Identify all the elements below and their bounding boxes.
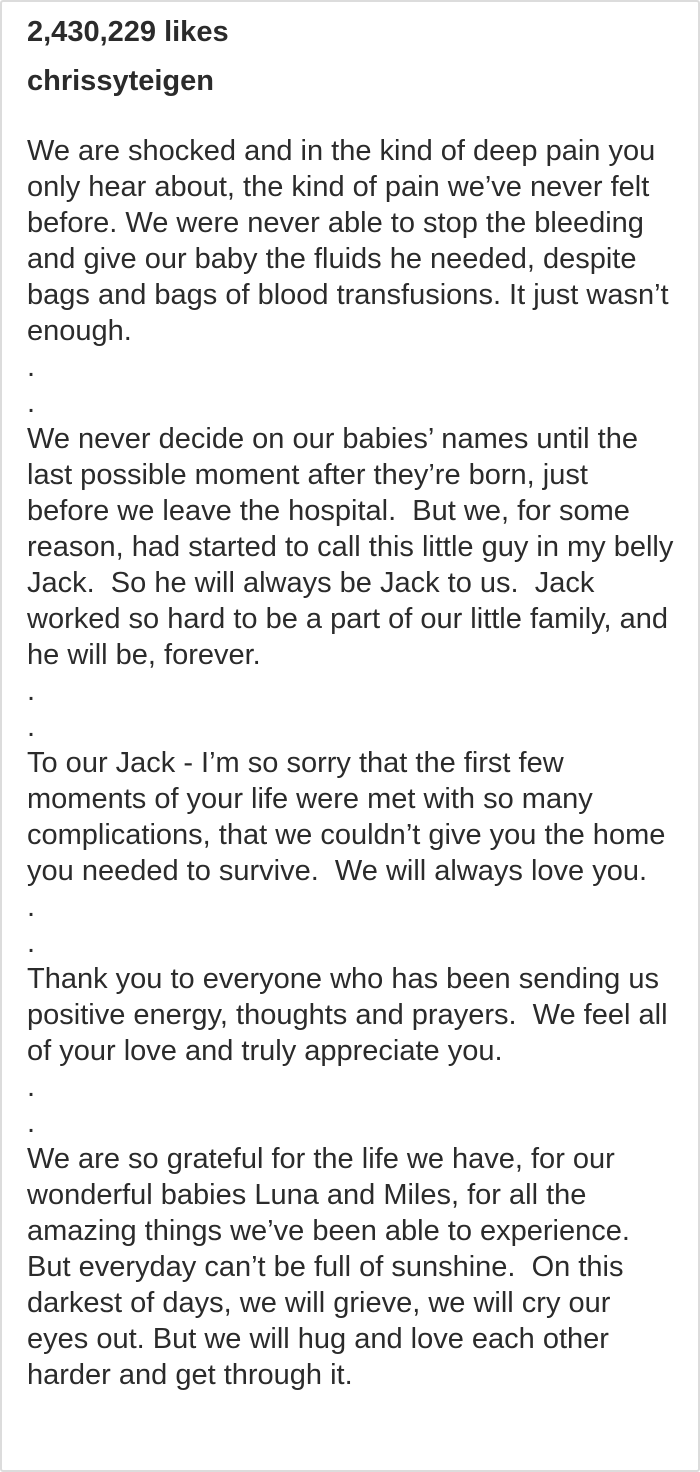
caption-separator-dot: .	[27, 1071, 36, 1103]
username-link[interactable]: chrissyteigen	[27, 65, 214, 97]
caption-paragraph: We are shocked and in the kind of deep pain you only hear about, the kind of pain we’ve never felt before. We were never able to stop the bleeding and give our baby the fluids he needed, despite bags and bags of blood transfusions. It just wasn’t enough.	[27, 135, 677, 347]
caption-paragraph: Thank you to everyone who has been sending us positive energy, thoughts and prayers. We feel all of your love and truly appreciate you.	[27, 963, 676, 1067]
caption-separator-dot: .	[27, 927, 36, 959]
likes-count[interactable]: 2,430,229 likes	[27, 16, 229, 48]
caption-separator-dot: .	[27, 891, 36, 923]
caption-text	[27, 133, 682, 1393]
caption-separator-dot: .	[27, 711, 36, 743]
caption-separator-dot: .	[27, 1107, 36, 1139]
caption-paragraph: We never decide on our babies’ names until the last possible moment after they’re born, just before we leave the hospital. But we, for some reason, had started to call this little guy in my belly Jack. So he will always be Jack to us. Jack worked so hard to be a part of our little family, and he will be, forever.	[27, 423, 682, 671]
caption-separator-dot: .	[27, 387, 36, 419]
caption-paragraph: We are so grateful for the life we have, for our wonderful babies Luna and Miles, for all the amazing things we’ve been able to experience. But everyday can’t be full of sunshine. On this darkest of days, we will grieve, we will cry our eyes out. But we will hug and love each other harder and get through it.	[27, 1143, 647, 1391]
caption-paragraph: To our Jack - I’m so sorry that the first few moments of your life were met with so many complications, that we couldn’t give you the home you needed to survive. We will always love you.	[27, 747, 674, 887]
caption-separator-dot: .	[27, 675, 36, 707]
caption-separator-dot: .	[27, 351, 36, 383]
